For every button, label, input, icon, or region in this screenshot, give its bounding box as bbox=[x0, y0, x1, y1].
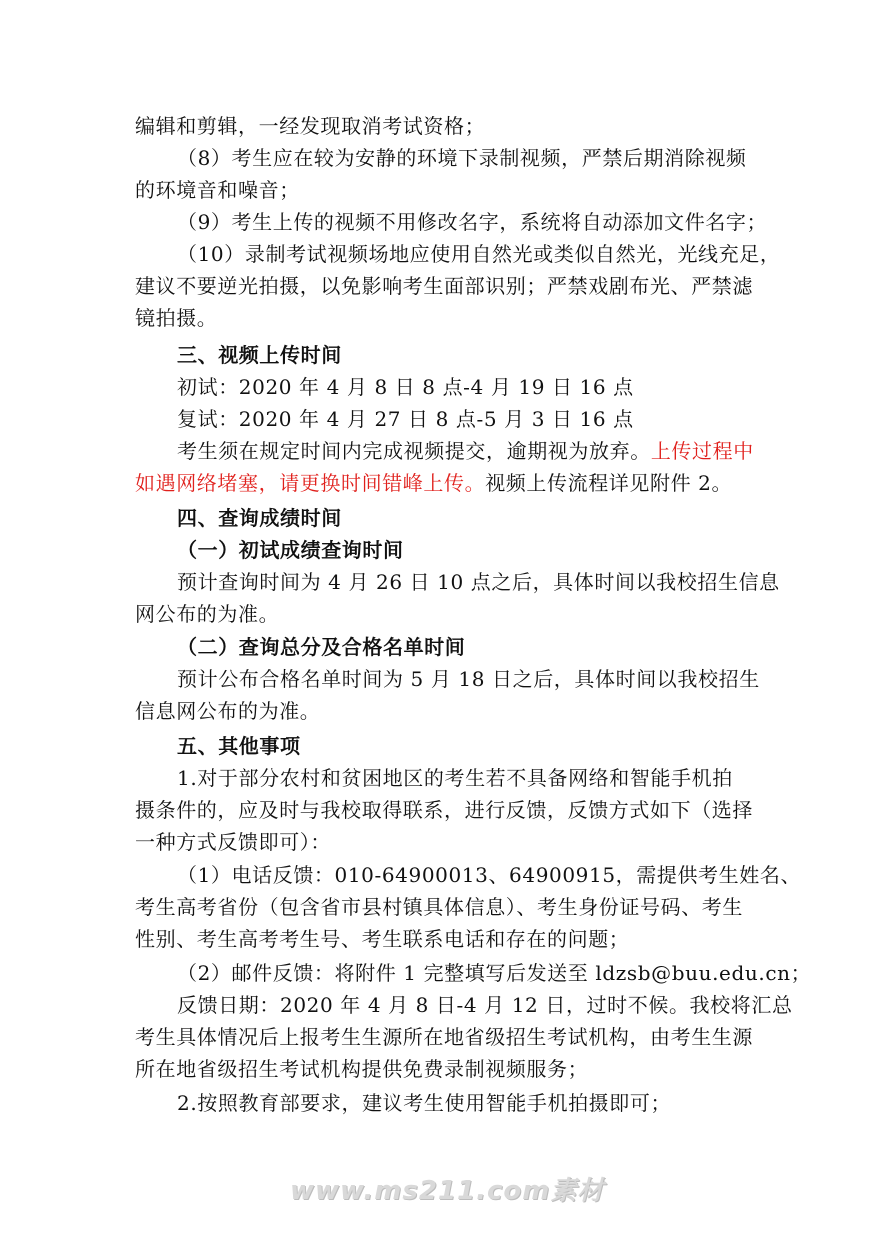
body-line: 编辑和剪辑，一经发现取消考试资格； bbox=[135, 114, 486, 138]
section-heading-upload-time: 三、视频上传时间 bbox=[177, 343, 342, 367]
email-feedback: （2）邮件反馈：将附件 1 完整填写后发送至 ldzsb@buu.edu.cn； bbox=[177, 961, 812, 985]
list-item-9: （9）考生上传的视频不用修改名字，系统将自动添加文件名字； bbox=[177, 210, 768, 234]
body-line: 摄条件的，应及时与我校取得联系，进行反馈，反馈方式如下（选择 bbox=[135, 798, 753, 822]
body-line: 2.按照教育部要求，建议考生使用智能手机拍摄即可； bbox=[177, 1091, 672, 1115]
phone-feedback: （1）电话反馈：010-64900013、64900915，需提供考生姓名、 bbox=[177, 863, 802, 887]
first-exam-upload-window: 初试：2020 年 4 月 8 日 8 点-4 月 19 日 16 点 bbox=[177, 375, 634, 399]
body-line: 一种方式反馈即可）： bbox=[135, 830, 331, 854]
deadline-note: 考生须在规定时间内完成视频提交，逾期视为放弃。 bbox=[177, 439, 651, 463]
body-line: 考生高考省份（包含省市县村镇具体信息）、考生身份证号码、考生 bbox=[135, 895, 743, 919]
watermark: www.ms211.com素材 bbox=[290, 1176, 605, 1206]
body-line: 网公布的为准。 bbox=[135, 602, 280, 626]
list-item-8: （8）考生应在较为安静的环境下录制视频，严禁后期消除视频 bbox=[177, 146, 747, 170]
body-line: 考生具体情况后上报考生生源所在地省级招生考试机构，由考生生源 bbox=[135, 1025, 753, 1049]
body-line: 预计公布合格名单时间为 5 月 18 日之后，具体时间以我校招生 bbox=[177, 667, 760, 691]
subsection-heading-first-exam: （一）初试成绩查询时间 bbox=[177, 538, 404, 562]
body-line bbox=[135, 468, 747, 498]
body-line: 信息网公布的为准。 bbox=[135, 699, 321, 723]
body-line: 性别、考生高考考生号、考生联系电话和存在的问题； bbox=[135, 927, 630, 951]
section-heading-other-matters: 五、其他事项 bbox=[177, 734, 301, 758]
section-heading-score-query: 四、查询成绩时间 bbox=[177, 506, 342, 530]
list-item-10: （10）录制考试视频场地应使用自然光或类似自然光，光线充足， bbox=[177, 242, 781, 266]
feedback-date: 反馈日期：2020 年 4 月 8 日-4 月 12 日，过时不候。我校将汇总 bbox=[177, 993, 793, 1017]
upload-process-note: 视频上传流程详见附件 2。 bbox=[485, 471, 733, 495]
subsection-heading-qualified-list: （二）查询总分及合格名单时间 bbox=[177, 635, 466, 659]
body-line: 的环境音和噪音； bbox=[135, 178, 300, 202]
second-exam-upload-window: 复试：2020 年 4 月 27 日 8 点-5 月 3 日 16 点 bbox=[177, 407, 634, 431]
body-line: 预计查询时间为 4 月 26 日 10 点之后，具体时间以我校招生信息 bbox=[177, 570, 780, 594]
body-line: 建议不要逆光拍摄，以免影响考生面部识别；严禁戏剧布光、严禁滤 bbox=[135, 274, 753, 298]
highlight-warning: 上传过程中 bbox=[650, 439, 754, 463]
body-line: 1.对于部分农村和贫困地区的考生若不具备网络和智能手机拍 bbox=[177, 766, 733, 790]
body-line: 镜拍摄。 bbox=[135, 306, 218, 330]
body-line: 所在地省级招生考试机构提供免费录制视频服务； bbox=[135, 1057, 589, 1081]
body-line bbox=[135, 436, 789, 466]
highlight-warning: 如遇网络堵塞，请更换时间错峰上传。 bbox=[135, 471, 486, 495]
